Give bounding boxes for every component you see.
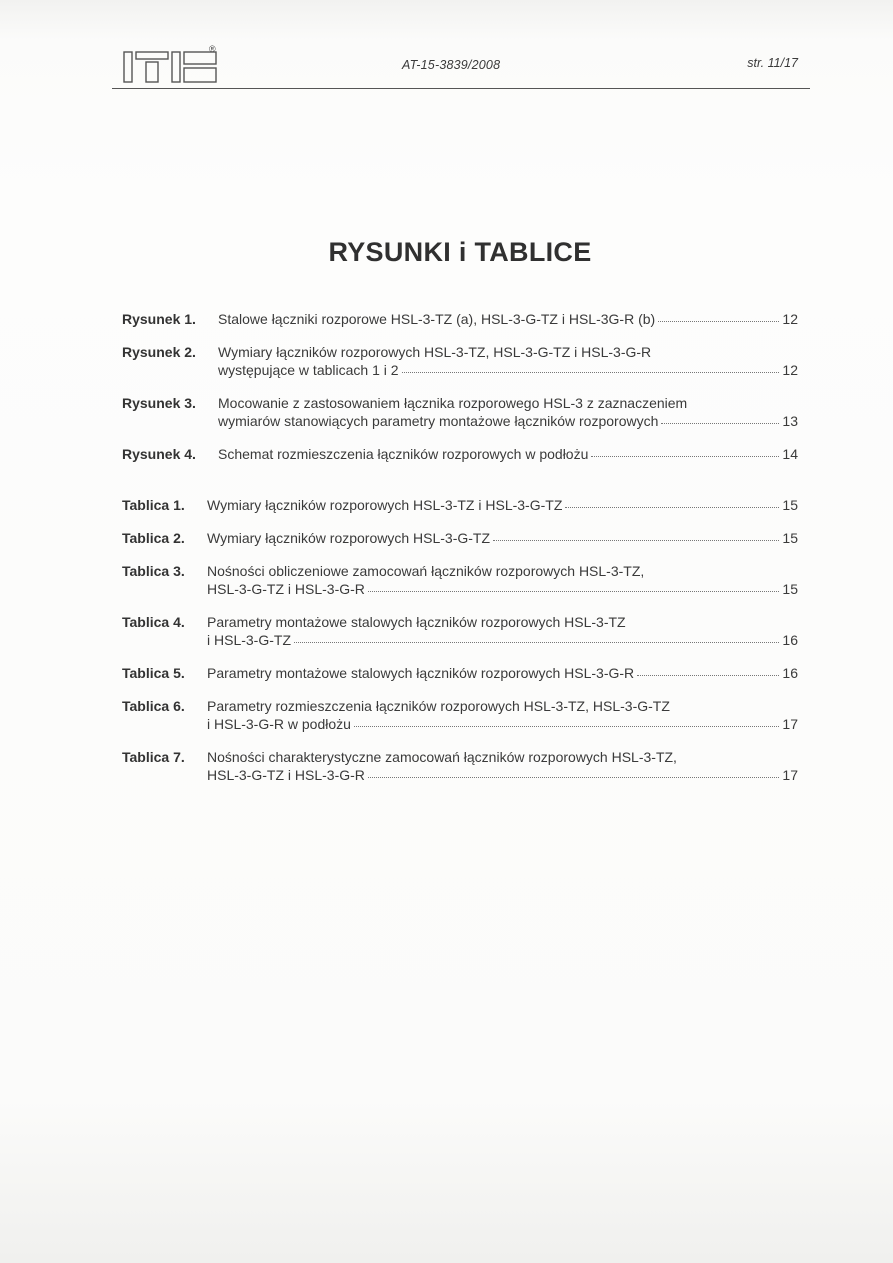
leader-dots: [493, 528, 779, 541]
leader-dots: [402, 360, 779, 373]
entry-text: Nośności obliczeniowe zamocowań łączników rozporowych HSL-3-TZ,: [207, 563, 645, 579]
entry-label: Tablica 2.: [122, 530, 185, 546]
table-entry-5: [122, 664, 798, 682]
entry-text: Wymiary łączników rozporowych HSL-3-G-TZ: [207, 530, 491, 546]
entry-label: Rysunek 2.: [122, 344, 196, 360]
leader-dots: [565, 495, 779, 508]
entry-label: Tablica 1.: [122, 497, 185, 513]
entry-label: Tablica 3.: [122, 563, 185, 579]
entry-page: 16: [782, 665, 798, 681]
leader-dots: [368, 579, 779, 592]
document-code: AT-15-3839/2008: [402, 58, 501, 72]
registered-mark: ®: [209, 44, 216, 54]
table-entry-1: [122, 496, 798, 514]
group-spacer: [122, 478, 798, 496]
entry-text: Wymiary łączników rozporowych HSL-3-TZ i HSL-3-G-TZ: [207, 497, 563, 513]
figure-entry-4: [122, 445, 798, 463]
figure-entry-3: [122, 394, 798, 430]
entry-text: HSL-3-G-TZ i HSL-3-G-R: [207, 581, 365, 597]
leader-dots: [294, 630, 779, 643]
entry-text: Parametry montażowe stalowych łączników rozporowych HSL-3-G-R: [207, 665, 635, 681]
entry-page: 12: [782, 362, 798, 378]
entry-page: 15: [782, 581, 798, 597]
entry-page: 12: [782, 311, 798, 327]
entry-text: Parametry montażowe stalowych łączników rozporowych HSL-3-TZ: [207, 614, 626, 630]
entry-text: występujące w tablicach 1 i 2: [218, 362, 399, 378]
leader-dots: [637, 663, 779, 676]
entry-page: 17: [782, 767, 798, 783]
leader-dots: [368, 765, 779, 778]
leader-dots: [354, 714, 779, 727]
contents-list: [122, 310, 798, 799]
entry-text: wymiarów stanowiących parametry montażowe łączników rozporowych: [218, 413, 659, 429]
entry-text: Mocowanie z zastosowaniem łącznika rozporowego HSL-3 z zaznaczeniem: [218, 395, 688, 411]
entry-label: Rysunek 1.: [122, 311, 196, 327]
table-entry-4: [122, 613, 798, 649]
entry-label: Tablica 6.: [122, 698, 185, 714]
leader-dots: [658, 309, 779, 322]
entry-page: 16: [782, 632, 798, 648]
page-title: RYSUNKI i TABLICE: [328, 237, 592, 267]
entry-text: Wymiary łączników rozporowych HSL-3-TZ, HSL-3-G-TZ i HSL-3-G-R: [218, 344, 652, 360]
entry-text: Parametry rozmieszczenia łączników rozporowych HSL-3-TZ, HSL-3-G-TZ: [207, 698, 670, 714]
entry-label: Tablica 5.: [122, 665, 185, 681]
entry-text: i HSL-3-G-R w podłożu: [207, 716, 351, 732]
header-divider: [112, 88, 810, 89]
table-entry-2: [122, 529, 798, 547]
table-entry-6: [122, 697, 798, 733]
figure-entry-2: [122, 343, 798, 379]
entry-label: Rysunek 4.: [122, 446, 196, 462]
leader-dots: [661, 411, 779, 424]
leader-dots: [591, 444, 779, 457]
entry-text: HSL-3-G-TZ i HSL-3-G-R: [207, 767, 365, 783]
entry-text: Schemat rozmieszczenia łączników rozporowych w podłożu: [218, 446, 589, 462]
entry-label: Tablica 4.: [122, 614, 185, 630]
figure-entry-1: [122, 310, 798, 328]
entry-page: 15: [782, 497, 798, 513]
page-header: [112, 46, 810, 90]
entry-page: 13: [782, 413, 798, 429]
entry-page: 14: [782, 446, 798, 462]
entry-page: 15: [782, 530, 798, 546]
entry-text: Stalowe łączniki rozporowe HSL-3-TZ (a), HSL-3-G-TZ i HSL-3G-R (b): [218, 311, 656, 327]
entry-label: Tablica 7.: [122, 749, 185, 765]
table-entry-7: [122, 748, 798, 784]
entry-label: Rysunek 3.: [122, 395, 196, 411]
entry-text: Nośności charakterystyczne zamocowań łączników rozporowych HSL-3-TZ,: [207, 749, 677, 765]
entry-text: i HSL-3-G-TZ: [207, 632, 291, 648]
table-entry-3: [122, 562, 798, 598]
entry-page: 17: [782, 716, 798, 732]
page-number: str. 11/17: [747, 56, 798, 70]
